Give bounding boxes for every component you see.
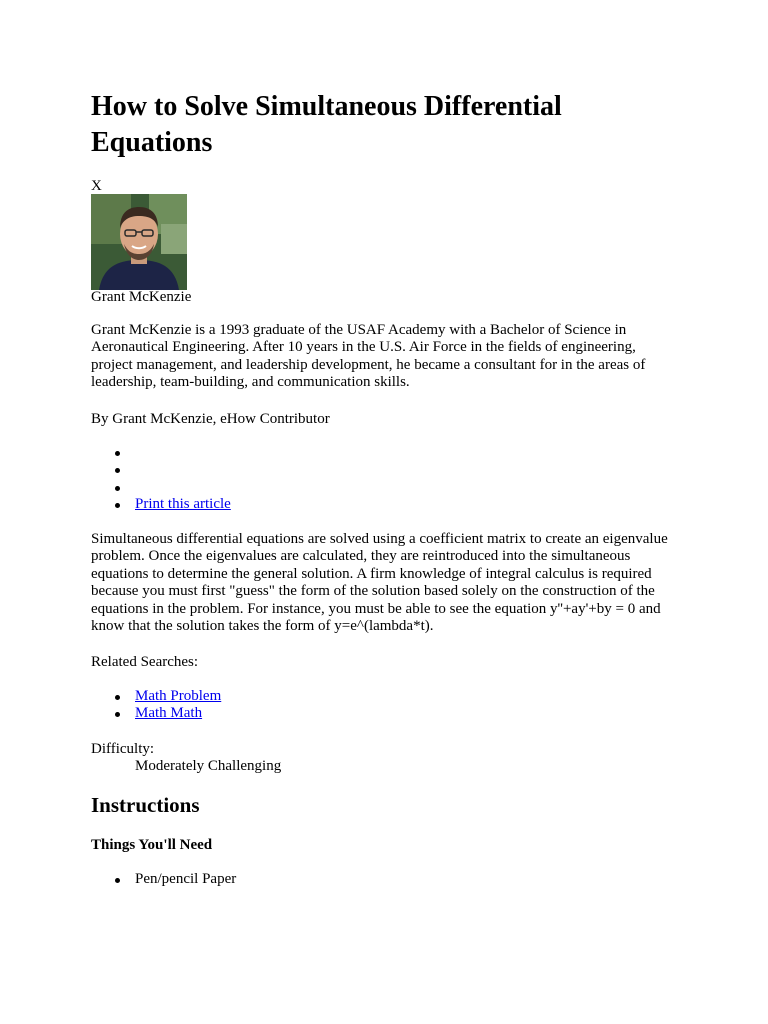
list-item	[91, 688, 221, 705]
share-item[interactable]	[91, 444, 231, 461]
share-tools-list	[91, 444, 231, 514]
print-article-link[interactable]: Print this article	[135, 496, 231, 513]
related-link-math-problem[interactable]: Math Problem	[135, 688, 222, 704]
related-link-math-math[interactable]: Math Math	[135, 705, 203, 722]
list-item	[91, 496, 231, 513]
author-avatar	[91, 194, 187, 290]
share-item[interactable]	[91, 479, 231, 496]
article-title: How to Solve Simultaneous Differential Equations	[91, 91, 562, 158]
difficulty-value: Moderately Challenging	[135, 758, 282, 774]
author-photo-icon	[91, 194, 187, 290]
share-item[interactable]	[91, 461, 231, 478]
author-box-close-button[interactable]: X	[91, 178, 102, 194]
list-item	[91, 705, 221, 722]
things-needed-heading: Things You'll Need	[91, 837, 213, 853]
author-bio: Grant McKenzie is a 1993 graduate of the USAF Academy with a Bachelor of Science in Aeronautical Engineering. After 10 years in the U.S. Air Force in the fields of engineering, project management, and leadership development, he became a consultant for in the areas of leadership, team-building, and communication skills.	[91, 322, 646, 391]
article-intro: Simultaneous differential equations are solved using a coefficient matrix to create an eigenvalue problem. Once the eigenvalues are calculated, they are reintroduced into the simultaneous equations to determine the general solution. A firm knowledge of integral calculus is required because you must first "guess" the form of the solution based solely on the construction of the equations in the problem. For instance, you must be able to see the equation y''+ay'+by = 0 and know that the solution takes the form of y=e^(lambda*t).	[91, 531, 668, 635]
byline: By Grant McKenzie, eHow Contributor	[91, 411, 330, 427]
related-searches-label: Related Searches:	[91, 654, 199, 670]
things-needed-list	[91, 871, 236, 888]
related-searches-list	[91, 688, 221, 723]
author-name: Grant McKenzie	[91, 289, 192, 305]
difficulty-label: Difficulty:	[91, 741, 155, 757]
list-item: Pen/pencil Paper	[91, 871, 236, 888]
instructions-heading: Instructions	[91, 793, 200, 817]
